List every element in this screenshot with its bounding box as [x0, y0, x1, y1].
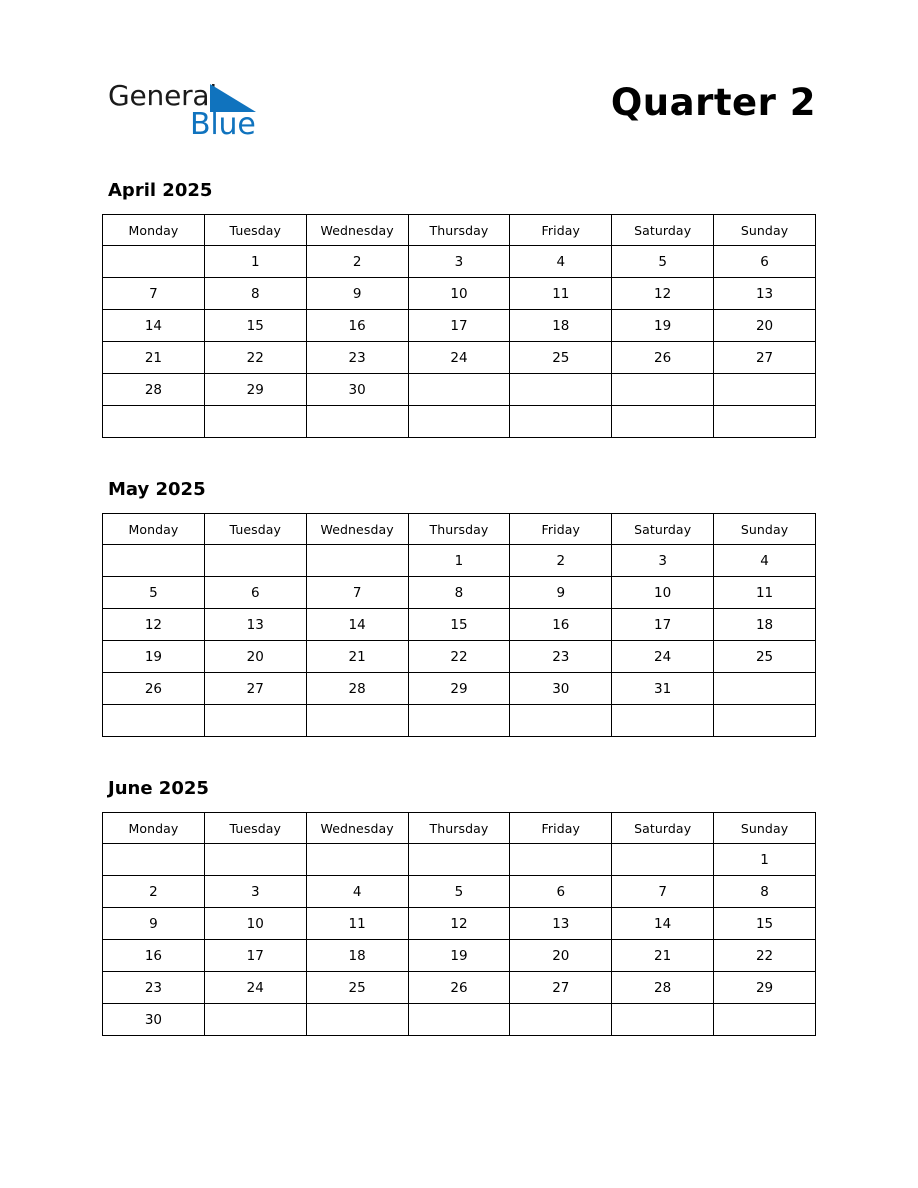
week-row [103, 246, 816, 278]
day-cell[interactable]: 30 [510, 673, 612, 705]
weekday-header: Wednesday [306, 813, 408, 844]
day-cell[interactable]: 22 [714, 940, 816, 972]
day-cell[interactable]: 10 [204, 908, 306, 940]
day-cell[interactable]: 16 [103, 940, 205, 972]
day-cell-empty [204, 1004, 306, 1036]
day-cell[interactable]: 4 [714, 545, 816, 577]
day-cell[interactable]: 1 [714, 844, 816, 876]
day-cell[interactable]: 15 [714, 908, 816, 940]
weekday-header: Saturday [612, 813, 714, 844]
week-row [103, 577, 816, 609]
day-cell[interactable]: 23 [103, 972, 205, 1004]
day-cell[interactable]: 15 [204, 310, 306, 342]
weekday-header-row [103, 813, 816, 844]
day-cell[interactable]: 13 [714, 278, 816, 310]
month-calendar-table [102, 214, 816, 438]
day-cell[interactable]: 24 [408, 342, 510, 374]
day-cell-empty [204, 844, 306, 876]
day-cell[interactable]: 28 [612, 972, 714, 1004]
day-cell[interactable]: 21 [103, 342, 205, 374]
week-row [103, 545, 816, 577]
day-cell-empty [408, 844, 510, 876]
month-section-may [102, 481, 816, 737]
day-cell[interactable]: 29 [408, 673, 510, 705]
day-cell[interactable]: 23 [510, 641, 612, 673]
day-cell-empty [612, 374, 714, 406]
day-cell[interactable]: 18 [306, 940, 408, 972]
day-cell[interactable]: 9 [510, 577, 612, 609]
day-cell-empty [510, 1004, 612, 1036]
week-row [103, 908, 816, 940]
day-cell[interactable]: 31 [612, 673, 714, 705]
day-cell[interactable]: 18 [714, 609, 816, 641]
day-cell-empty [714, 374, 816, 406]
day-cell[interactable]: 26 [103, 673, 205, 705]
week-row [103, 705, 816, 737]
day-cell-empty [408, 374, 510, 406]
day-cell[interactable]: 20 [714, 310, 816, 342]
day-cell[interactable]: 14 [306, 609, 408, 641]
day-cell[interactable]: 5 [612, 246, 714, 278]
day-cell-empty [306, 1004, 408, 1036]
week-row [103, 844, 816, 876]
day-cell-empty [714, 673, 816, 705]
day-cell-empty [204, 705, 306, 737]
day-cell-empty [408, 1004, 510, 1036]
general-blue-logo [108, 72, 268, 148]
week-row [103, 310, 816, 342]
day-cell[interactable]: 22 [204, 342, 306, 374]
day-cell[interactable]: 10 [408, 278, 510, 310]
day-cell-empty [714, 705, 816, 737]
day-cell[interactable]: 8 [714, 876, 816, 908]
day-cell[interactable]: 2 [306, 246, 408, 278]
day-cell[interactable]: 8 [204, 278, 306, 310]
month-calendar-table [102, 812, 816, 1036]
day-cell[interactable]: 9 [306, 278, 408, 310]
day-cell-empty [612, 1004, 714, 1036]
day-cell[interactable]: 19 [408, 940, 510, 972]
weekday-header: Tuesday [204, 215, 306, 246]
day-cell[interactable]: 15 [408, 609, 510, 641]
day-cell[interactable]: 2 [103, 876, 205, 908]
day-cell[interactable]: 14 [612, 908, 714, 940]
day-cell[interactable]: 16 [306, 310, 408, 342]
weekday-header: Wednesday [306, 514, 408, 545]
week-row [103, 972, 816, 1004]
day-cell-empty [204, 406, 306, 438]
month-section-june [102, 780, 816, 1036]
week-row [103, 673, 816, 705]
day-cell-empty [510, 844, 612, 876]
day-cell[interactable]: 3 [408, 246, 510, 278]
weekday-header: Monday [103, 514, 205, 545]
month-calendar-table [102, 513, 816, 737]
calendar-body [103, 246, 816, 438]
day-cell-empty [204, 545, 306, 577]
day-cell[interactable]: 3 [612, 545, 714, 577]
day-cell-empty [103, 246, 205, 278]
weekday-header: Saturday [612, 514, 714, 545]
day-cell[interactable]: 17 [612, 609, 714, 641]
weekday-header: Friday [510, 215, 612, 246]
day-cell[interactable]: 7 [612, 876, 714, 908]
week-row [103, 609, 816, 641]
day-cell[interactable]: 16 [510, 609, 612, 641]
week-row [103, 278, 816, 310]
day-cell[interactable]: 10 [612, 577, 714, 609]
day-cell[interactable]: 22 [408, 641, 510, 673]
day-cell-empty [612, 844, 714, 876]
day-cell-empty [612, 705, 714, 737]
day-cell[interactable]: 26 [408, 972, 510, 1004]
day-cell[interactable]: 13 [510, 908, 612, 940]
weekday-header: Monday [103, 215, 205, 246]
week-row [103, 374, 816, 406]
day-cell[interactable]: 6 [714, 246, 816, 278]
day-cell[interactable]: 20 [510, 940, 612, 972]
day-cell-empty [103, 844, 205, 876]
day-cell[interactable]: 29 [714, 972, 816, 1004]
day-cell-empty [408, 406, 510, 438]
weekday-header-row [103, 215, 816, 246]
day-cell[interactable]: 25 [306, 972, 408, 1004]
day-cell[interactable]: 12 [103, 609, 205, 641]
weekday-header: Sunday [714, 514, 816, 545]
page-title: Quarter 2 [610, 81, 816, 124]
day-cell[interactable]: 12 [612, 278, 714, 310]
weekday-header: Friday [510, 514, 612, 545]
day-cell[interactable]: 11 [714, 577, 816, 609]
calendar-body [103, 844, 816, 1036]
day-cell[interactable]: 5 [408, 876, 510, 908]
month-title: May 2025 [108, 479, 206, 500]
day-cell[interactable]: 7 [306, 577, 408, 609]
weekday-header: Tuesday [204, 514, 306, 545]
weekday-header-row [103, 514, 816, 545]
day-cell-empty [306, 406, 408, 438]
day-cell-empty [510, 705, 612, 737]
day-cell-empty [612, 406, 714, 438]
day-cell[interactable]: 1 [408, 545, 510, 577]
weekday-header: Tuesday [204, 813, 306, 844]
weekday-header: Thursday [408, 813, 510, 844]
day-cell-empty [103, 545, 205, 577]
day-cell-empty [306, 705, 408, 737]
month-section-april [102, 182, 816, 438]
day-cell-empty [510, 406, 612, 438]
day-cell[interactable]: 7 [103, 278, 205, 310]
weekday-header: Sunday [714, 813, 816, 844]
logo-text-blue: Blue [190, 107, 256, 142]
day-cell-empty [714, 406, 816, 438]
day-cell[interactable]: 30 [306, 374, 408, 406]
day-cell[interactable]: 19 [612, 310, 714, 342]
weekday-header: Thursday [408, 215, 510, 246]
weekday-header: Monday [103, 813, 205, 844]
week-row [103, 940, 816, 972]
day-cell[interactable]: 17 [204, 940, 306, 972]
day-cell[interactable]: 24 [204, 972, 306, 1004]
day-cell[interactable]: 11 [306, 908, 408, 940]
week-row [103, 641, 816, 673]
day-cell-empty [306, 545, 408, 577]
day-cell[interactable]: 12 [408, 908, 510, 940]
day-cell[interactable]: 19 [103, 641, 205, 673]
weekday-header: Wednesday [306, 215, 408, 246]
day-cell[interactable]: 25 [510, 342, 612, 374]
weekday-header: Sunday [714, 215, 816, 246]
month-title: April 2025 [108, 180, 213, 201]
day-cell[interactable]: 27 [204, 673, 306, 705]
day-cell[interactable]: 28 [103, 374, 205, 406]
day-cell[interactable]: 13 [204, 609, 306, 641]
day-cell-empty [408, 705, 510, 737]
day-cell[interactable]: 28 [306, 673, 408, 705]
day-cell[interactable]: 24 [612, 641, 714, 673]
day-cell[interactable]: 6 [204, 577, 306, 609]
day-cell[interactable]: 20 [204, 641, 306, 673]
day-cell[interactable]: 11 [510, 278, 612, 310]
day-cell[interactable]: 8 [408, 577, 510, 609]
day-cell[interactable]: 14 [103, 310, 205, 342]
month-title: June 2025 [108, 778, 209, 799]
calendar-body [103, 545, 816, 737]
weekday-header: Saturday [612, 215, 714, 246]
day-cell[interactable]: 3 [204, 876, 306, 908]
weekday-header: Thursday [408, 514, 510, 545]
day-cell[interactable]: 5 [103, 577, 205, 609]
day-cell-empty [714, 1004, 816, 1036]
day-cell[interactable]: 21 [306, 641, 408, 673]
week-row [103, 342, 816, 374]
day-cell[interactable]: 21 [612, 940, 714, 972]
week-row [103, 1004, 816, 1036]
day-cell[interactable]: 6 [510, 876, 612, 908]
day-cell[interactable]: 25 [714, 641, 816, 673]
day-cell[interactable]: 4 [306, 876, 408, 908]
day-cell[interactable]: 18 [510, 310, 612, 342]
logo-text-general: General [108, 79, 217, 112]
day-cell[interactable]: 1 [204, 246, 306, 278]
day-cell[interactable]: 9 [103, 908, 205, 940]
day-cell[interactable]: 29 [204, 374, 306, 406]
day-cell-empty [510, 374, 612, 406]
day-cell-empty [103, 705, 205, 737]
weekday-header: Friday [510, 813, 612, 844]
day-cell[interactable]: 2 [510, 545, 612, 577]
day-cell[interactable]: 23 [306, 342, 408, 374]
day-cell[interactable]: 27 [510, 972, 612, 1004]
page-header [102, 72, 816, 150]
day-cell[interactable]: 30 [103, 1004, 205, 1036]
day-cell[interactable]: 4 [510, 246, 612, 278]
day-cell-empty [306, 844, 408, 876]
week-row [103, 406, 816, 438]
day-cell[interactable]: 17 [408, 310, 510, 342]
week-row [103, 876, 816, 908]
day-cell[interactable]: 27 [714, 342, 816, 374]
day-cell-empty [103, 406, 205, 438]
day-cell[interactable]: 26 [612, 342, 714, 374]
